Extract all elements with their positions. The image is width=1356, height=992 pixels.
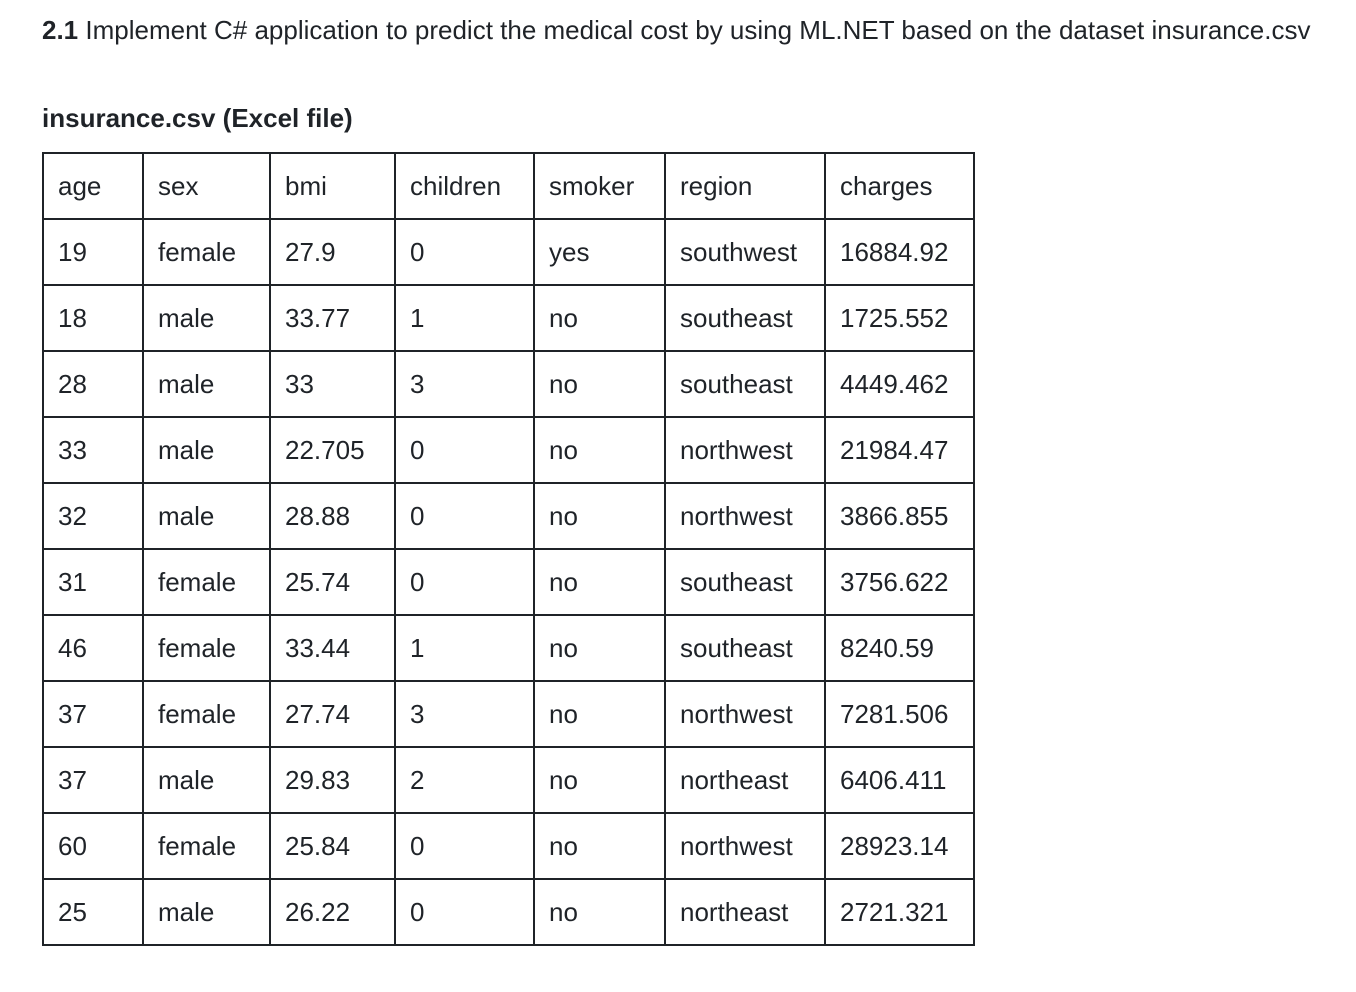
- cell-sex: female: [143, 219, 270, 285]
- cell-sex: male: [143, 285, 270, 351]
- cell-region: northeast: [665, 747, 825, 813]
- cell-bmi: 33.77: [270, 285, 395, 351]
- question-number: 2.1: [42, 15, 79, 45]
- cell-charges: 16884.92: [825, 219, 974, 285]
- cell-sex: female: [143, 681, 270, 747]
- cell-region: northeast: [665, 879, 825, 945]
- cell-sex: female: [143, 549, 270, 615]
- cell-age: 25: [43, 879, 143, 945]
- cell-children: 0: [395, 417, 534, 483]
- cell-charges: 3866.855: [825, 483, 974, 549]
- cell-sex: male: [143, 483, 270, 549]
- cell-charges: 6406.411: [825, 747, 974, 813]
- cell-children: 0: [395, 879, 534, 945]
- header-cell-bmi: bmi: [270, 153, 395, 219]
- cell-region: northwest: [665, 483, 825, 549]
- cell-age: 18: [43, 285, 143, 351]
- cell-children: 1: [395, 285, 534, 351]
- cell-smoker: no: [534, 615, 665, 681]
- cell-charges: 7281.506: [825, 681, 974, 747]
- cell-bmi: 28.88: [270, 483, 395, 549]
- cell-region: southeast: [665, 285, 825, 351]
- table-header: [43, 153, 974, 219]
- header-cell-age: age: [43, 153, 143, 219]
- header-cell-children: children: [395, 153, 534, 219]
- cell-age: 37: [43, 747, 143, 813]
- table-row: [43, 879, 974, 945]
- cell-bmi: 33: [270, 351, 395, 417]
- cell-bmi: 25.74: [270, 549, 395, 615]
- question-text: [42, 12, 1322, 49]
- cell-age: 19: [43, 219, 143, 285]
- cell-age: 46: [43, 615, 143, 681]
- cell-smoker: no: [534, 351, 665, 417]
- cell-bmi: 33.44: [270, 615, 395, 681]
- cell-children: 3: [395, 681, 534, 747]
- cell-region: northwest: [665, 681, 825, 747]
- cell-smoker: no: [534, 285, 665, 351]
- table-row: [43, 813, 974, 879]
- cell-children: 0: [395, 549, 534, 615]
- table-row: [43, 417, 974, 483]
- cell-region: southwest: [665, 219, 825, 285]
- header-cell-region: region: [665, 153, 825, 219]
- insurance-data-table: [42, 152, 975, 946]
- cell-sex: female: [143, 615, 270, 681]
- cell-age: 33: [43, 417, 143, 483]
- cell-smoker: no: [534, 549, 665, 615]
- question-body: Implement C# application to predict the medical cost by using ML.NET based on the dataset insurance.csv: [78, 15, 1311, 45]
- table-row: [43, 549, 974, 615]
- cell-smoker: no: [534, 483, 665, 549]
- cell-bmi: 25.84: [270, 813, 395, 879]
- cell-children: 3: [395, 351, 534, 417]
- cell-smoker: no: [534, 747, 665, 813]
- cell-children: 2: [395, 747, 534, 813]
- cell-children: 0: [395, 219, 534, 285]
- cell-bmi: 27.74: [270, 681, 395, 747]
- cell-region: southeast: [665, 549, 825, 615]
- cell-age: 32: [43, 483, 143, 549]
- cell-sex: male: [143, 351, 270, 417]
- cell-smoker: no: [534, 879, 665, 945]
- table-row: [43, 483, 974, 549]
- cell-age: 60: [43, 813, 143, 879]
- table-row: [43, 681, 974, 747]
- cell-children: 0: [395, 813, 534, 879]
- cell-age: 31: [43, 549, 143, 615]
- cell-smoker: no: [534, 681, 665, 747]
- dataset-subheading: insurance.csv (Excel file): [42, 103, 353, 133]
- cell-charges: 2721.321: [825, 879, 974, 945]
- cell-bmi: 22.705: [270, 417, 395, 483]
- header-cell-charges: charges: [825, 153, 974, 219]
- cell-smoker: no: [534, 417, 665, 483]
- cell-region: northwest: [665, 813, 825, 879]
- cell-bmi: 29.83: [270, 747, 395, 813]
- cell-sex: male: [143, 879, 270, 945]
- cell-charges: 28923.14: [825, 813, 974, 879]
- header-cell-smoker: smoker: [534, 153, 665, 219]
- cell-region: southeast: [665, 615, 825, 681]
- cell-charges: 4449.462: [825, 351, 974, 417]
- cell-region: southeast: [665, 351, 825, 417]
- cell-region: northwest: [665, 417, 825, 483]
- table-row: [43, 615, 974, 681]
- cell-charges: 8240.59: [825, 615, 974, 681]
- table-row: [43, 747, 974, 813]
- cell-age: 37: [43, 681, 143, 747]
- cell-children: 1: [395, 615, 534, 681]
- cell-smoker: yes: [534, 219, 665, 285]
- cell-charges: 1725.552: [825, 285, 974, 351]
- cell-sex: female: [143, 813, 270, 879]
- table-body: [43, 219, 974, 945]
- cell-charges: 3756.622: [825, 549, 974, 615]
- cell-charges: 21984.47: [825, 417, 974, 483]
- cell-children: 0: [395, 483, 534, 549]
- cell-bmi: 27.9: [270, 219, 395, 285]
- table-row: [43, 285, 974, 351]
- header-row: [43, 153, 974, 219]
- table-row: [43, 219, 974, 285]
- cell-bmi: 26.22: [270, 879, 395, 945]
- cell-sex: male: [143, 747, 270, 813]
- header-cell-sex: sex: [143, 153, 270, 219]
- table-row: [43, 351, 974, 417]
- cell-age: 28: [43, 351, 143, 417]
- cell-sex: male: [143, 417, 270, 483]
- cell-smoker: no: [534, 813, 665, 879]
